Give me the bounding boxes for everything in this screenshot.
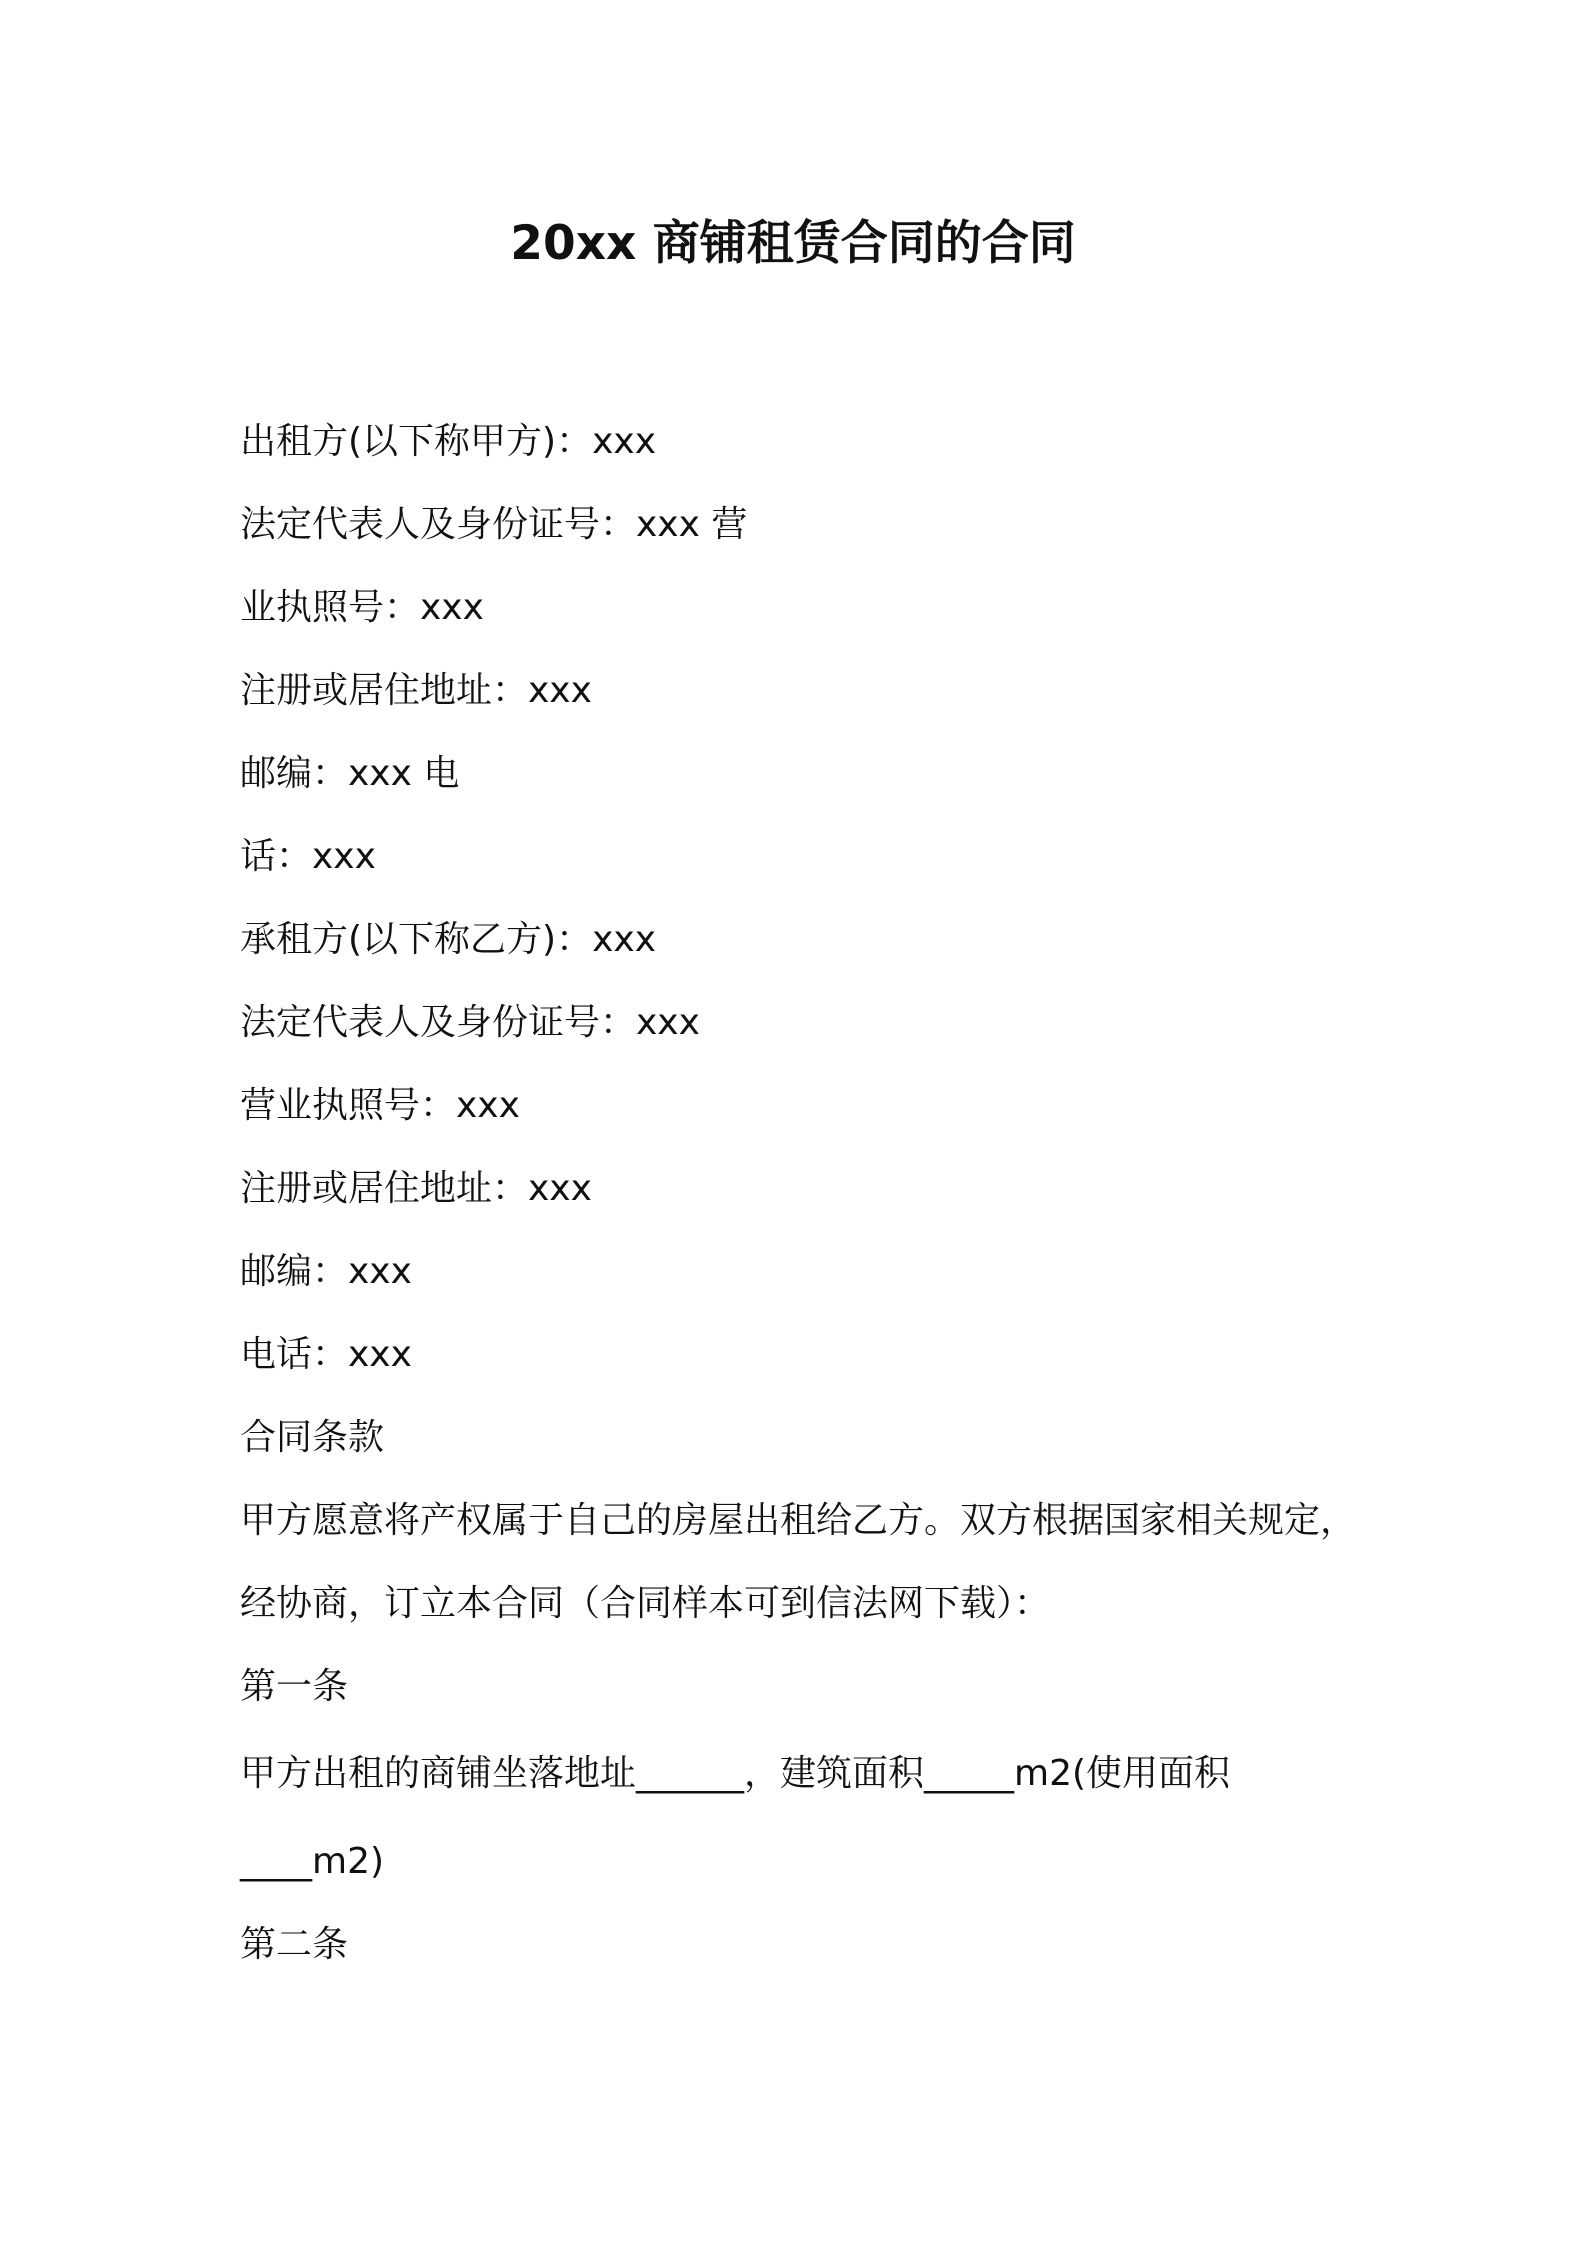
contract-terms-heading: 合同条款 (240, 1417, 385, 1458)
article-1-heading: 第一条 (240, 1666, 349, 1707)
lessee-postcode-line: 邮编：xxx (240, 1251, 412, 1292)
lessor-legal-rep-line: 法定代表人及身份证号：xxx 营 (240, 504, 748, 545)
lessor-line: 出租方(以下称甲方)：xxx (240, 421, 657, 462)
document-body (240, 400, 1420, 1986)
intro-paragraph-line-2: 经协商，订立本合同（合同样本可到信法网下载）： (240, 1583, 1051, 1624)
lessor-postcode-line: 邮编：xxx 电 (240, 753, 460, 794)
lessor-phone-line: 话：xxx (240, 836, 376, 877)
article-1-text-line-1: 甲方出租的商铺坐落地址______，建筑面积_____m2(使用面积 (240, 1753, 1231, 1794)
lessee-line: 承租方(以下称乙方)：xxx (240, 919, 657, 960)
article-2-heading: 第二条 (240, 1924, 349, 1965)
lessee-address-line: 注册或居住地址：xxx (240, 1168, 592, 1209)
document-title: 20xx 商铺租赁合同的合同 (510, 216, 1076, 271)
intro-paragraph-line-1: 甲方愿意将产权属于自己的房屋出租给乙方。双方根据国家相关规定， (240, 1500, 1357, 1541)
lessor-business-license-line: 业执照号：xxx (240, 587, 484, 628)
lessee-phone-line: 电话：xxx (240, 1334, 412, 1375)
lessee-business-license-line: 营业执照号：xxx (240, 1085, 520, 1126)
lessee-legal-rep-line: 法定代表人及身份证号：xxx (240, 1002, 700, 1043)
lessor-address-line: 注册或居住地址：xxx (240, 670, 592, 711)
article-1-text-line-2: ____m2) (240, 1841, 385, 1882)
